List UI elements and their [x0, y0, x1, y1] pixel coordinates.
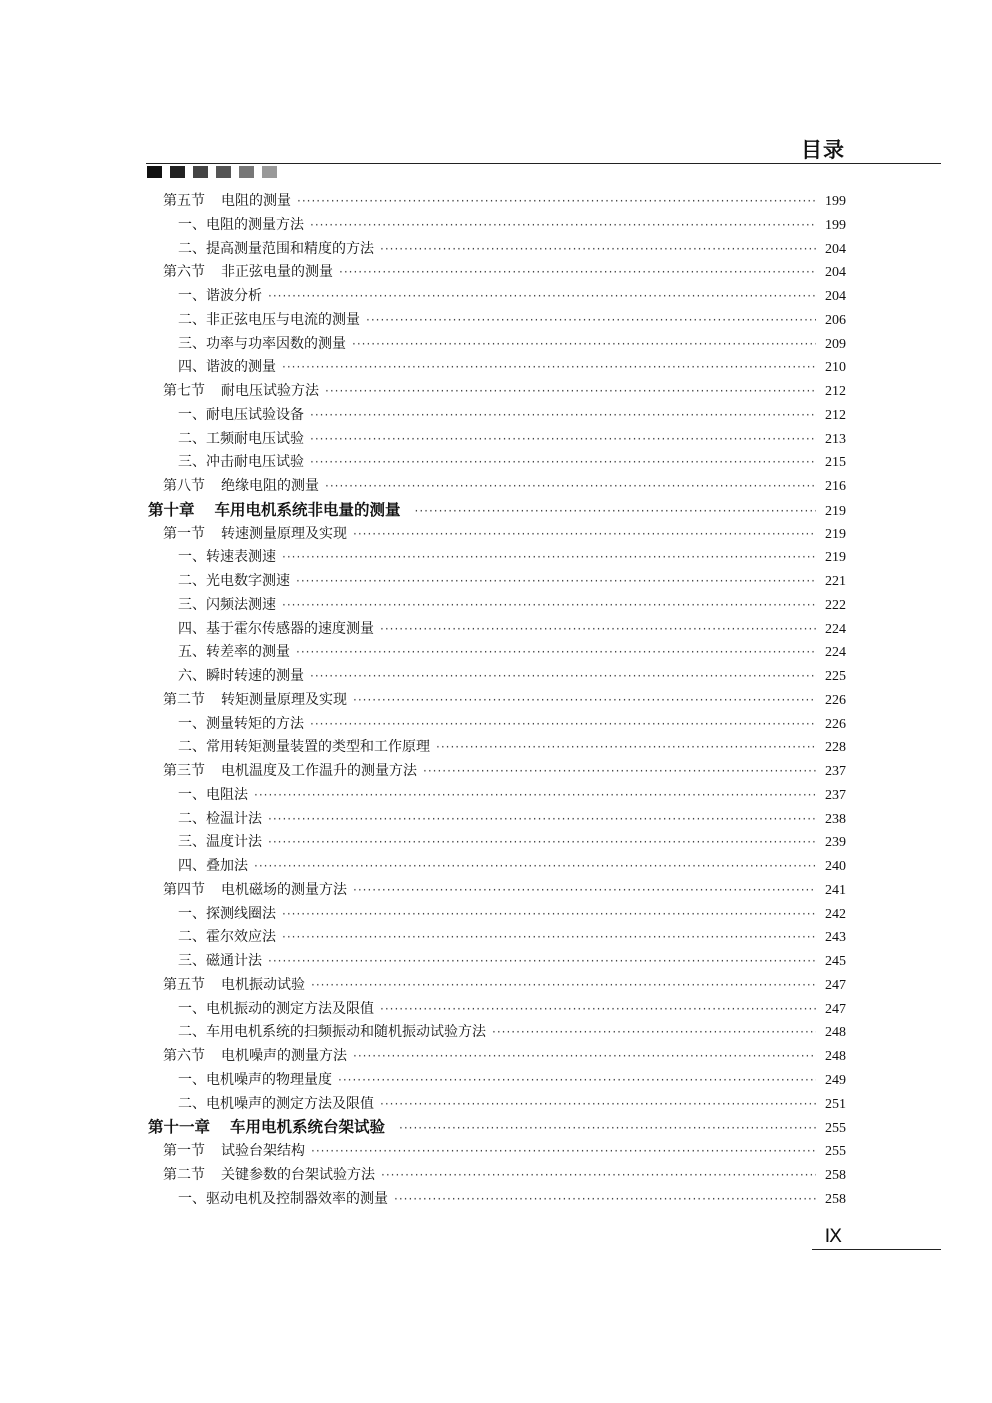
- toc-entry-label: [178, 356, 276, 380]
- dot-leader: [353, 523, 816, 547]
- dot-leader: [415, 500, 816, 524]
- dot-leader: [381, 1164, 816, 1188]
- toc-entry-label: [178, 428, 304, 452]
- toc-entry-number: 第三节: [163, 763, 205, 779]
- toc-item-row[interactable]: [146, 618, 846, 642]
- dot-leader: [394, 1188, 816, 1212]
- toc-entry-title: 二、霍尔效应法: [178, 929, 276, 946]
- toc-item-row[interactable]: [146, 214, 846, 238]
- page-header-title: 目录: [801, 138, 845, 162]
- toc-entry-title: 一、耐电压试验设备: [178, 406, 304, 423]
- page-number: Ⅸ: [824, 1225, 842, 1247]
- toc-entry-title: 转速测量原理及实现: [221, 525, 347, 542]
- dot-leader: [380, 618, 816, 642]
- toc-section-row[interactable]: [146, 523, 846, 547]
- toc-entry-page: 258: [825, 1191, 846, 1207]
- dot-leader: [282, 546, 816, 570]
- toc-entry-title: 电机磁场的测量方法: [221, 881, 347, 898]
- dot-leader: [310, 404, 816, 428]
- toc-entry-label: [163, 523, 347, 547]
- toc-entry-label: [178, 570, 290, 594]
- toc-entry-label: [178, 808, 262, 832]
- toc-entry-label: [178, 641, 290, 665]
- toc-entry-title: 非正弦电量的测量: [221, 264, 333, 281]
- toc-item-row[interactable]: [146, 808, 846, 832]
- toc-entry-title: 二、电机噪声的测定方法及限值: [178, 1095, 374, 1112]
- toc-entry-title: 试验台架结构: [221, 1143, 305, 1159]
- toc-entry-label: [178, 784, 248, 808]
- toc-entry-title: 四、叠加法: [178, 858, 248, 874]
- dot-leader: [366, 309, 816, 333]
- toc-item-row[interactable]: [146, 784, 846, 808]
- toc-entry-page: 249: [825, 1072, 846, 1088]
- dot-leader: [254, 784, 816, 808]
- toc-entry-page: 213: [825, 431, 846, 447]
- toc-section-row[interactable]: [146, 190, 846, 214]
- toc-entry-page: 241: [825, 882, 846, 898]
- toc-item-row[interactable]: [146, 713, 846, 737]
- toc-entry-page: 226: [825, 716, 846, 732]
- toc-item-row[interactable]: [146, 950, 846, 974]
- toc-item-row[interactable]: [146, 665, 846, 689]
- toc-entry-label: [178, 546, 276, 570]
- toc-entry-title: 一、转速表测速: [178, 549, 276, 566]
- toc-entry-page: 221: [825, 574, 846, 589]
- toc-entry-page: 226: [825, 692, 846, 708]
- dot-leader: [310, 713, 816, 737]
- dot-leader: [268, 808, 816, 832]
- dot-leader: [310, 428, 816, 452]
- toc-entry-label: [178, 285, 262, 309]
- dot-leader: [436, 736, 816, 760]
- toc-entry-page: 248: [825, 1025, 846, 1041]
- dot-leader: [310, 451, 816, 475]
- toc-entry-page: 199: [825, 194, 846, 209]
- dot-leader: [353, 879, 816, 903]
- toc-item-row[interactable]: [146, 998, 846, 1022]
- toc-entry-title: 绝缘电阻的测量: [221, 478, 319, 494]
- toc-entry-page: 239: [825, 835, 846, 851]
- toc-entry-page: 215: [825, 455, 846, 471]
- toc-entry-label: [178, 404, 304, 428]
- dot-leader: [492, 1021, 816, 1045]
- dot-leader: [325, 380, 816, 404]
- toc-chapter-row[interactable]: [146, 499, 846, 523]
- dot-leader: [282, 594, 816, 618]
- toc-item-row[interactable]: [146, 1188, 846, 1212]
- toc-item-row[interactable]: [146, 1021, 846, 1045]
- toc-entry-page: 225: [825, 669, 846, 684]
- toc-entry-page: 204: [825, 265, 846, 281]
- toc-entry-title: 转矩测量原理及实现: [221, 691, 347, 708]
- dot-leader: [380, 238, 816, 262]
- toc-entry-page: 242: [825, 906, 846, 922]
- toc-section-row[interactable]: [146, 380, 846, 404]
- toc-section-row[interactable]: [146, 1164, 846, 1188]
- toc-entry-label: [163, 261, 333, 285]
- toc-item-row[interactable]: [146, 903, 846, 927]
- toc-entry-page: 209: [825, 336, 846, 352]
- toc-entry-title: 四、谐波的测量: [178, 359, 276, 376]
- toc-entry-title: 车用电机系统非电量的测量: [214, 500, 401, 519]
- toc-item-row[interactable]: [146, 356, 846, 380]
- toc-section-row[interactable]: [146, 1045, 846, 1069]
- toc-entry-page: 224: [825, 621, 846, 637]
- toc-entry-page: 224: [825, 645, 846, 661]
- dot-leader: [338, 1069, 816, 1093]
- toc-entry-number: 第十章: [148, 500, 195, 519]
- toc-entry-page: 212: [825, 407, 846, 423]
- toc-entry-label: [163, 1140, 305, 1164]
- toc-entry-title: 关键参数的台架试验方法: [221, 1166, 375, 1183]
- toc-entry-title: 一、测量转矩的方法: [178, 715, 304, 732]
- toc-item-row[interactable]: [146, 428, 846, 452]
- dot-leader: [310, 665, 816, 689]
- toc-section-row[interactable]: [146, 879, 846, 903]
- dot-leader: [254, 855, 816, 879]
- toc-entry-title: 二、提高测量范围和精度的方法: [178, 240, 374, 257]
- toc-entry-number: 第六节: [163, 264, 205, 281]
- toc-item-row[interactable]: [146, 451, 846, 475]
- toc-entry-label: [148, 499, 409, 523]
- table-of-contents: [146, 190, 846, 1211]
- toc-entry-number: 第六节: [163, 1048, 205, 1064]
- toc-item-row[interactable]: [146, 926, 846, 950]
- toc-item-row[interactable]: [146, 546, 846, 570]
- dot-leader: [268, 831, 816, 855]
- toc-entry-number: 第七节: [163, 383, 205, 399]
- toc-entry-page: 255: [825, 1121, 846, 1137]
- toc-entry-page: 219: [825, 550, 846, 566]
- toc-entry-label: [178, 903, 276, 927]
- toc-entry-label: [163, 1045, 347, 1069]
- toc-entry-page: 247: [825, 977, 846, 993]
- toc-item-row[interactable]: [146, 404, 846, 428]
- toc-entry-title: 二、光电数字测速: [178, 573, 290, 589]
- toc-entry-title: 三、闪频法测速: [178, 596, 276, 613]
- toc-entry-number: 第一节: [163, 525, 205, 542]
- toc-entry-page: 219: [825, 526, 846, 542]
- toc-entry-label: [178, 831, 262, 855]
- toc-entry-page: 237: [825, 764, 846, 779]
- dot-leader: [297, 190, 816, 214]
- toc-entry-label: [178, 618, 374, 642]
- toc-entry-page: 258: [825, 1167, 846, 1183]
- toc-section-row[interactable]: [146, 1140, 846, 1164]
- toc-item-row[interactable]: [146, 736, 846, 760]
- dot-leader: [352, 333, 816, 357]
- dot-leader: [353, 1045, 816, 1069]
- dot-leader: [353, 689, 816, 713]
- decoration-square: [262, 166, 277, 178]
- dot-leader: [296, 570, 816, 594]
- dot-leader: [399, 1117, 816, 1141]
- decoration-square: [147, 166, 162, 178]
- toc-item-row[interactable]: [146, 285, 846, 309]
- toc-entry-number: 第二节: [163, 1166, 205, 1183]
- toc-entry-page: 210: [825, 360, 846, 376]
- toc-item-row[interactable]: [146, 570, 846, 594]
- footer-rule: [812, 1249, 941, 1250]
- toc-entry-label: [178, 950, 262, 974]
- dot-leader: [268, 285, 816, 309]
- dot-leader: [380, 1093, 816, 1117]
- toc-entry-page: 248: [825, 1049, 846, 1064]
- toc-item-row[interactable]: [146, 855, 846, 879]
- toc-entry-page: 251: [825, 1096, 846, 1112]
- toc-item-row[interactable]: [146, 333, 846, 357]
- dot-leader: [268, 950, 816, 974]
- toc-entry-title: 一、电机噪声的物理量度: [178, 1071, 332, 1088]
- dot-leader: [325, 475, 816, 499]
- toc-section-row[interactable]: [146, 689, 846, 713]
- dot-leader: [339, 261, 816, 285]
- toc-entry-title: 一、探测线圈法: [178, 905, 276, 922]
- toc-entry-page: 212: [825, 384, 846, 399]
- dot-leader: [282, 926, 816, 950]
- toc-entry-label: [178, 736, 430, 760]
- toc-entry-label: [178, 594, 276, 618]
- toc-entry-label: [178, 855, 248, 879]
- toc-entry-label: [163, 689, 347, 713]
- toc-entry-title: 三、冲击耐电压试验: [178, 454, 304, 471]
- toc-entry-title: 三、功率与功率因数的测量: [178, 335, 346, 352]
- toc-item-row[interactable]: [146, 641, 846, 665]
- header-rule: [146, 163, 941, 164]
- toc-entry-title: 二、常用转矩测量装置的类型和工作原理: [178, 739, 430, 756]
- dot-leader: [310, 214, 816, 238]
- toc-item-row[interactable]: [146, 1093, 846, 1117]
- toc-entry-label: [178, 713, 304, 737]
- toc-entry-label: [178, 309, 360, 333]
- toc-entry-label: [163, 1164, 375, 1188]
- toc-entry-label: [178, 998, 374, 1022]
- toc-entry-number: 第五节: [163, 193, 205, 209]
- toc-entry-label: [163, 190, 291, 214]
- toc-entry-title: 二、车用电机系统的扫频振动和随机振动试验方法: [178, 1024, 486, 1041]
- toc-entry-title: 四、基于霍尔传感器的速度测量: [178, 620, 374, 637]
- decoration-square: [216, 166, 231, 178]
- decoration-square: [170, 166, 185, 178]
- toc-entry-label: [178, 665, 304, 689]
- toc-entry-label: [178, 1069, 332, 1093]
- header-decoration-squares: [147, 166, 277, 178]
- toc-entry-number: 第八节: [163, 478, 205, 494]
- toc-entry-label: [178, 1021, 486, 1045]
- decoration-square: [239, 166, 254, 178]
- toc-entry-page: 216: [825, 479, 846, 494]
- toc-entry-page: 245: [825, 954, 846, 969]
- toc-entry-page: 237: [825, 787, 846, 803]
- toc-entry-page: 247: [825, 1001, 846, 1017]
- toc-entry-page: 204: [825, 241, 846, 257]
- toc-entry-label: [178, 214, 304, 238]
- toc-entry-label: [178, 1093, 374, 1117]
- toc-entry-number: 第五节: [163, 976, 205, 993]
- dot-leader: [380, 998, 816, 1022]
- toc-entry-title: 二、检温计法: [178, 810, 262, 827]
- dot-leader: [311, 1140, 816, 1164]
- toc-entry-label: [163, 974, 305, 998]
- dot-leader: [282, 356, 816, 380]
- toc-entry-title: 五、转差率的测量: [178, 644, 290, 661]
- toc-item-row[interactable]: [146, 831, 846, 855]
- dot-leader: [423, 760, 816, 784]
- toc-entry-page: 243: [825, 930, 846, 946]
- toc-entry-page: 228: [825, 740, 846, 756]
- toc-entry-label: [178, 333, 346, 357]
- toc-item-row[interactable]: [146, 1069, 846, 1093]
- toc-entry-title: 三、磁通计法: [178, 953, 262, 969]
- toc-entry-label: [178, 1188, 388, 1212]
- toc-entry-page: 204: [825, 289, 846, 304]
- toc-section-row[interactable]: [146, 475, 846, 499]
- toc-entry-title: 二、工频耐电压试验: [178, 430, 304, 447]
- toc-entry-title: 二、非正弦电压与电流的测量: [178, 311, 360, 328]
- toc-entry-title: 电阻的测量: [221, 193, 291, 209]
- toc-entry-label: [178, 238, 374, 262]
- decoration-square: [193, 166, 208, 178]
- toc-entry-label: [148, 1116, 393, 1140]
- toc-entry-number: 第一节: [163, 1143, 205, 1159]
- toc-entry-label: [178, 451, 304, 475]
- toc-entry-title: 一、驱动电机及控制器效率的测量: [178, 1190, 388, 1207]
- toc-entry-title: 耐电压试验方法: [221, 383, 319, 399]
- toc-entry-title: 六、瞬时转速的测量: [178, 668, 304, 684]
- toc-entry-title: 一、电阻的测量方法: [178, 216, 304, 233]
- toc-entry-title: 三、温度计法: [178, 834, 262, 851]
- toc-entry-page: 199: [825, 217, 846, 233]
- toc-entry-label: [163, 760, 417, 784]
- toc-entry-label: [163, 475, 319, 499]
- toc-entry-number: 第二节: [163, 691, 205, 708]
- toc-section-row[interactable]: [146, 261, 846, 285]
- toc-entry-page: 240: [825, 859, 846, 874]
- toc-entry-label: [163, 380, 319, 404]
- toc-entry-title: 电机振动试验: [221, 976, 305, 993]
- toc-entry-page: 222: [825, 597, 846, 613]
- toc-entry-title: 车用电机系统台架试验: [230, 1118, 386, 1137]
- toc-section-row[interactable]: [146, 760, 846, 784]
- toc-entry-label: [178, 926, 276, 950]
- toc-entry-title: 电机噪声的测量方法: [221, 1048, 347, 1064]
- toc-item-row[interactable]: [146, 309, 846, 333]
- dot-leader: [296, 641, 816, 665]
- toc-entry-page: 219: [825, 503, 846, 519]
- toc-chapter-row[interactable]: [146, 1116, 846, 1140]
- toc-entry-title: 一、电机振动的测定方法及限值: [178, 1000, 374, 1017]
- dot-leader: [282, 903, 816, 927]
- toc-section-row[interactable]: [146, 974, 846, 998]
- toc-entry-number: 第四节: [163, 881, 205, 898]
- dot-leader: [311, 974, 816, 998]
- toc-item-row[interactable]: [146, 594, 846, 618]
- toc-entry-title: 电机温度及工作温升的测量方法: [221, 763, 417, 779]
- toc-item-row[interactable]: [146, 238, 846, 262]
- toc-entry-label: [163, 879, 347, 903]
- toc-entry-number: 第十一章: [148, 1118, 211, 1137]
- toc-entry-page: 206: [825, 312, 846, 328]
- toc-entry-title: 一、谐波分析: [178, 288, 262, 304]
- toc-entry-page: 238: [825, 811, 846, 827]
- toc-entry-page: 255: [825, 1144, 846, 1159]
- toc-entry-title: 一、电阻法: [178, 786, 248, 803]
